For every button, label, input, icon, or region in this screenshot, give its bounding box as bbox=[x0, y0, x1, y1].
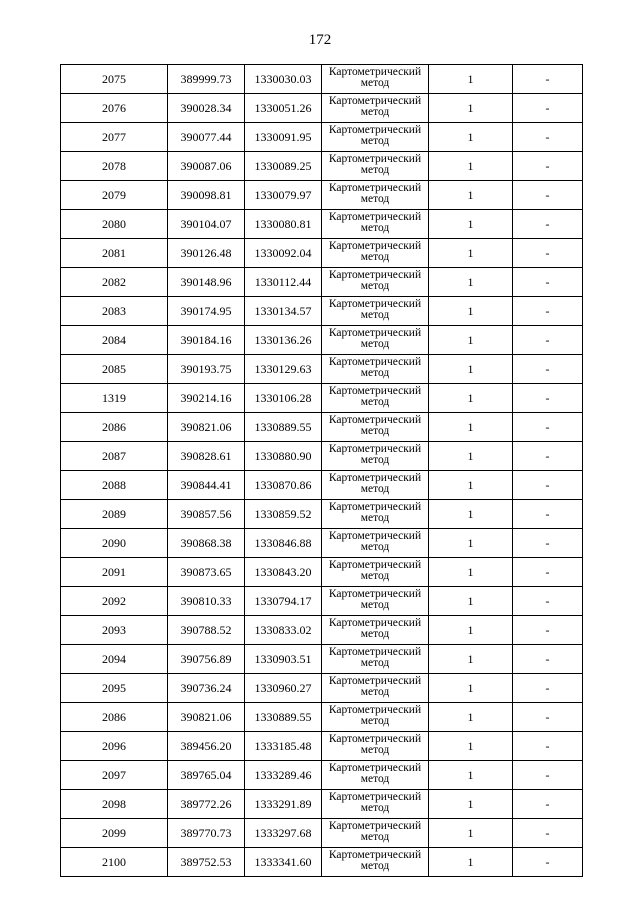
method-label-line2: метод bbox=[360, 831, 390, 843]
y-coordinate-cell: 1330030.03 bbox=[245, 65, 322, 94]
point-number-cell: 2089 bbox=[61, 500, 168, 529]
method-label-line1: Картометрический bbox=[328, 66, 422, 78]
method-cell bbox=[322, 819, 429, 848]
x-coordinate-cell: 389770.73 bbox=[168, 819, 245, 848]
x-coordinate-cell: 389456.20 bbox=[168, 732, 245, 761]
method-label-line2: метод bbox=[360, 686, 390, 698]
x-coordinate-cell: 390126.48 bbox=[168, 239, 245, 268]
method-label-line2: метод bbox=[360, 744, 390, 756]
x-coordinate-cell: 389765.04 bbox=[168, 761, 245, 790]
precision-cell: 1 bbox=[429, 384, 513, 413]
method-cell bbox=[322, 268, 429, 297]
page-number: 172 bbox=[308, 32, 332, 48]
precision-cell: 1 bbox=[429, 152, 513, 181]
precision-cell: 1 bbox=[429, 529, 513, 558]
method-label-line1: Картометрический bbox=[328, 646, 422, 658]
x-coordinate-cell: 390077.44 bbox=[168, 123, 245, 152]
point-number-cell: 2079 bbox=[61, 181, 168, 210]
y-coordinate-cell: 1330880.90 bbox=[245, 442, 322, 471]
description-cell: - bbox=[513, 152, 583, 181]
precision-cell: 1 bbox=[429, 790, 513, 819]
description-cell: - bbox=[513, 268, 583, 297]
precision-cell: 1 bbox=[429, 500, 513, 529]
precision-cell: 1 bbox=[429, 442, 513, 471]
table-row bbox=[61, 181, 583, 210]
method-cell bbox=[322, 848, 429, 877]
method-label-line1: Картометрический bbox=[328, 182, 422, 194]
point-number-cell: 2091 bbox=[61, 558, 168, 587]
y-coordinate-cell: 1330134.57 bbox=[245, 297, 322, 326]
table-row bbox=[61, 674, 583, 703]
description-cell: - bbox=[513, 500, 583, 529]
table-row bbox=[61, 790, 583, 819]
method-label-line2: метод bbox=[360, 483, 390, 495]
coordinates-table bbox=[60, 64, 583, 877]
method-label-line1: Картометрический bbox=[328, 849, 422, 861]
x-coordinate-cell: 390844.41 bbox=[168, 471, 245, 500]
y-coordinate-cell: 1330112.44 bbox=[245, 268, 322, 297]
y-coordinate-cell: 1330889.55 bbox=[245, 703, 322, 732]
method-cell bbox=[322, 442, 429, 471]
description-cell: - bbox=[513, 471, 583, 500]
method-cell bbox=[322, 239, 429, 268]
point-number-cell: 2083 bbox=[61, 297, 168, 326]
point-number-cell: 2077 bbox=[61, 123, 168, 152]
method-label-line1: Картометрический bbox=[328, 414, 422, 426]
precision-cell: 1 bbox=[429, 703, 513, 732]
table-row bbox=[61, 239, 583, 268]
y-coordinate-cell: 1333289.46 bbox=[245, 761, 322, 790]
method-label-line2: метод bbox=[360, 396, 390, 408]
method-cell bbox=[322, 210, 429, 239]
method-label-line2: метод bbox=[360, 860, 390, 872]
coordinates-table-body bbox=[61, 65, 583, 877]
precision-cell: 1 bbox=[429, 819, 513, 848]
point-number-cell: 2093 bbox=[61, 616, 168, 645]
method-label-line2: метод bbox=[360, 280, 390, 292]
point-number-cell: 2096 bbox=[61, 732, 168, 761]
method-label-line1: Картометрический bbox=[328, 820, 422, 832]
precision-cell: 1 bbox=[429, 297, 513, 326]
description-cell: - bbox=[513, 413, 583, 442]
y-coordinate-cell: 1330903.51 bbox=[245, 645, 322, 674]
table-row bbox=[61, 848, 583, 877]
table-row bbox=[61, 471, 583, 500]
method-cell bbox=[322, 645, 429, 674]
table-row bbox=[61, 761, 583, 790]
method-label-line2: метод bbox=[360, 715, 390, 727]
x-coordinate-cell: 390868.38 bbox=[168, 529, 245, 558]
precision-cell: 1 bbox=[429, 268, 513, 297]
method-cell bbox=[322, 790, 429, 819]
precision-cell: 1 bbox=[429, 413, 513, 442]
precision-cell: 1 bbox=[429, 471, 513, 500]
y-coordinate-cell: 1330080.81 bbox=[245, 210, 322, 239]
y-coordinate-cell: 1330889.55 bbox=[245, 413, 322, 442]
method-label-line2: метод bbox=[360, 599, 390, 611]
method-label-line1: Картометрический bbox=[328, 211, 422, 223]
method-label-line1: Картометрический bbox=[328, 298, 422, 310]
table-row bbox=[61, 558, 583, 587]
y-coordinate-cell: 1333291.89 bbox=[245, 790, 322, 819]
description-cell: - bbox=[513, 297, 583, 326]
x-coordinate-cell: 389752.53 bbox=[168, 848, 245, 877]
method-label-line2: метод bbox=[360, 222, 390, 234]
y-coordinate-cell: 1330051.26 bbox=[245, 94, 322, 123]
method-label-line2: метод bbox=[360, 338, 390, 350]
precision-cell: 1 bbox=[429, 616, 513, 645]
x-coordinate-cell: 390098.81 bbox=[168, 181, 245, 210]
table-row bbox=[61, 500, 583, 529]
method-label-line2: метод bbox=[360, 251, 390, 263]
method-cell bbox=[322, 529, 429, 558]
y-coordinate-cell: 1333185.48 bbox=[245, 732, 322, 761]
method-cell bbox=[322, 181, 429, 210]
method-label-line1: Картометрический bbox=[328, 675, 422, 687]
method-label-line1: Картометрический bbox=[328, 356, 422, 368]
method-label-line2: метод bbox=[360, 164, 390, 176]
table-row bbox=[61, 268, 583, 297]
method-label-line2: метод bbox=[360, 628, 390, 640]
description-cell: - bbox=[513, 239, 583, 268]
x-coordinate-cell: 390736.24 bbox=[168, 674, 245, 703]
point-number-cell: 2092 bbox=[61, 587, 168, 616]
description-cell: - bbox=[513, 123, 583, 152]
method-label-line2: метод bbox=[360, 773, 390, 785]
x-coordinate-cell: 389772.26 bbox=[168, 790, 245, 819]
method-cell bbox=[322, 558, 429, 587]
point-number-cell: 2078 bbox=[61, 152, 168, 181]
x-coordinate-cell: 389999.73 bbox=[168, 65, 245, 94]
description-cell: - bbox=[513, 181, 583, 210]
method-label-line1: Картометрический bbox=[328, 704, 422, 716]
point-number-cell: 1319 bbox=[61, 384, 168, 413]
x-coordinate-cell: 390788.52 bbox=[168, 616, 245, 645]
description-cell: - bbox=[513, 819, 583, 848]
table-row bbox=[61, 65, 583, 94]
table-row bbox=[61, 152, 583, 181]
method-label-line1: Картометрический bbox=[328, 559, 422, 571]
method-label-line1: Картометрический bbox=[328, 240, 422, 252]
table-row bbox=[61, 645, 583, 674]
method-cell bbox=[322, 732, 429, 761]
description-cell: - bbox=[513, 674, 583, 703]
point-number-cell: 2100 bbox=[61, 848, 168, 877]
point-number-cell: 2094 bbox=[61, 645, 168, 674]
method-label-line2: метод bbox=[360, 425, 390, 437]
point-number-cell: 2085 bbox=[61, 355, 168, 384]
y-coordinate-cell: 1330846.88 bbox=[245, 529, 322, 558]
table-row bbox=[61, 703, 583, 732]
x-coordinate-cell: 390810.33 bbox=[168, 587, 245, 616]
x-coordinate-cell: 390104.07 bbox=[168, 210, 245, 239]
point-number-cell: 2098 bbox=[61, 790, 168, 819]
method-label-line2: метод bbox=[360, 135, 390, 147]
precision-cell: 1 bbox=[429, 210, 513, 239]
point-number-cell: 2086 bbox=[61, 413, 168, 442]
x-coordinate-cell: 390193.75 bbox=[168, 355, 245, 384]
description-cell: - bbox=[513, 645, 583, 674]
precision-cell: 1 bbox=[429, 326, 513, 355]
description-cell: - bbox=[513, 703, 583, 732]
table-row bbox=[61, 384, 583, 413]
method-label-line1: Картометрический bbox=[328, 762, 422, 774]
method-label-line1: Картометрический bbox=[328, 501, 422, 513]
method-cell bbox=[322, 123, 429, 152]
table-row bbox=[61, 616, 583, 645]
point-number-cell: 2075 bbox=[61, 65, 168, 94]
description-cell: - bbox=[513, 355, 583, 384]
x-coordinate-cell: 390214.16 bbox=[168, 384, 245, 413]
point-number-cell: 2076 bbox=[61, 94, 168, 123]
description-cell: - bbox=[513, 616, 583, 645]
y-coordinate-cell: 1330091.95 bbox=[245, 123, 322, 152]
y-coordinate-cell: 1330960.27 bbox=[245, 674, 322, 703]
point-number-cell: 2088 bbox=[61, 471, 168, 500]
y-coordinate-cell: 1330079.97 bbox=[245, 181, 322, 210]
description-cell: - bbox=[513, 790, 583, 819]
method-label-line2: метод bbox=[360, 193, 390, 205]
table-row bbox=[61, 442, 583, 471]
description-cell: - bbox=[513, 326, 583, 355]
method-cell bbox=[322, 500, 429, 529]
y-coordinate-cell: 1330833.02 bbox=[245, 616, 322, 645]
description-cell: - bbox=[513, 210, 583, 239]
y-coordinate-cell: 1330136.26 bbox=[245, 326, 322, 355]
method-label-line2: метод bbox=[360, 802, 390, 814]
x-coordinate-cell: 390821.06 bbox=[168, 703, 245, 732]
method-cell bbox=[322, 471, 429, 500]
method-cell bbox=[322, 413, 429, 442]
method-cell bbox=[322, 152, 429, 181]
method-label-line1: Картометрический bbox=[328, 327, 422, 339]
y-coordinate-cell: 1330859.52 bbox=[245, 500, 322, 529]
method-cell bbox=[322, 703, 429, 732]
x-coordinate-cell: 390756.89 bbox=[168, 645, 245, 674]
method-cell bbox=[322, 761, 429, 790]
y-coordinate-cell: 1330794.17 bbox=[245, 587, 322, 616]
y-coordinate-cell: 1333297.68 bbox=[245, 819, 322, 848]
method-label-line1: Картометрический bbox=[328, 153, 422, 165]
precision-cell: 1 bbox=[429, 355, 513, 384]
method-cell bbox=[322, 616, 429, 645]
y-coordinate-cell: 1330870.86 bbox=[245, 471, 322, 500]
precision-cell: 1 bbox=[429, 645, 513, 674]
x-coordinate-cell: 390087.06 bbox=[168, 152, 245, 181]
description-cell: - bbox=[513, 732, 583, 761]
method-label-line1: Картометрический bbox=[328, 588, 422, 600]
method-cell bbox=[322, 326, 429, 355]
method-cell bbox=[322, 297, 429, 326]
point-number-cell: 2086 bbox=[61, 703, 168, 732]
precision-cell: 1 bbox=[429, 761, 513, 790]
x-coordinate-cell: 390857.56 bbox=[168, 500, 245, 529]
precision-cell: 1 bbox=[429, 732, 513, 761]
method-cell bbox=[322, 355, 429, 384]
description-cell: - bbox=[513, 529, 583, 558]
y-coordinate-cell: 1333341.60 bbox=[245, 848, 322, 877]
precision-cell: 1 bbox=[429, 848, 513, 877]
method-label-line1: Картометрический bbox=[328, 733, 422, 745]
method-label-line1: Картометрический bbox=[328, 617, 422, 629]
description-cell: - bbox=[513, 94, 583, 123]
point-number-cell: 2097 bbox=[61, 761, 168, 790]
method-label-line1: Картометрический bbox=[328, 269, 422, 281]
x-coordinate-cell: 390028.34 bbox=[168, 94, 245, 123]
method-label-line2: метод bbox=[360, 454, 390, 466]
y-coordinate-cell: 1330092.04 bbox=[245, 239, 322, 268]
precision-cell: 1 bbox=[429, 123, 513, 152]
method-label-line1: Картометрический bbox=[328, 472, 422, 484]
description-cell: - bbox=[513, 384, 583, 413]
table-row bbox=[61, 587, 583, 616]
method-label-line2: метод bbox=[360, 106, 390, 118]
method-cell bbox=[322, 674, 429, 703]
description-cell: - bbox=[513, 587, 583, 616]
point-number-cell: 2099 bbox=[61, 819, 168, 848]
x-coordinate-cell: 390821.06 bbox=[168, 413, 245, 442]
precision-cell: 1 bbox=[429, 674, 513, 703]
method-label-line2: метод bbox=[360, 657, 390, 669]
point-number-cell: 2084 bbox=[61, 326, 168, 355]
precision-cell: 1 bbox=[429, 65, 513, 94]
method-label-line2: метод bbox=[360, 367, 390, 379]
y-coordinate-cell: 1330129.63 bbox=[245, 355, 322, 384]
point-number-cell: 2080 bbox=[61, 210, 168, 239]
point-number-cell: 2095 bbox=[61, 674, 168, 703]
method-label-line2: метод bbox=[360, 512, 390, 524]
y-coordinate-cell: 1330106.28 bbox=[245, 384, 322, 413]
precision-cell: 1 bbox=[429, 239, 513, 268]
precision-cell: 1 bbox=[429, 587, 513, 616]
method-label-line1: Картометрический bbox=[328, 385, 422, 397]
table-row bbox=[61, 819, 583, 848]
y-coordinate-cell: 1330843.20 bbox=[245, 558, 322, 587]
method-cell bbox=[322, 94, 429, 123]
table-row bbox=[61, 529, 583, 558]
point-number-cell: 2081 bbox=[61, 239, 168, 268]
x-coordinate-cell: 390184.16 bbox=[168, 326, 245, 355]
method-label-line2: метод bbox=[360, 77, 390, 89]
method-label-line1: Картометрический bbox=[328, 791, 422, 803]
method-label-line2: метод bbox=[360, 541, 390, 553]
description-cell: - bbox=[513, 442, 583, 471]
method-label-line1: Картометрический bbox=[328, 443, 422, 455]
method-cell bbox=[322, 384, 429, 413]
point-number-cell: 2082 bbox=[61, 268, 168, 297]
y-coordinate-cell: 1330089.25 bbox=[245, 152, 322, 181]
precision-cell: 1 bbox=[429, 94, 513, 123]
x-coordinate-cell: 390828.61 bbox=[168, 442, 245, 471]
x-coordinate-cell: 390148.96 bbox=[168, 268, 245, 297]
description-cell: - bbox=[513, 761, 583, 790]
table-row bbox=[61, 732, 583, 761]
point-number-cell: 2087 bbox=[61, 442, 168, 471]
method-cell bbox=[322, 587, 429, 616]
x-coordinate-cell: 390873.65 bbox=[168, 558, 245, 587]
table-row bbox=[61, 326, 583, 355]
point-number-cell: 2090 bbox=[61, 529, 168, 558]
table-row bbox=[61, 94, 583, 123]
x-coordinate-cell: 390174.95 bbox=[168, 297, 245, 326]
precision-cell: 1 bbox=[429, 558, 513, 587]
method-label-line2: метод bbox=[360, 309, 390, 321]
description-cell: - bbox=[513, 65, 583, 94]
method-cell bbox=[322, 65, 429, 94]
precision-cell: 1 bbox=[429, 181, 513, 210]
table-row bbox=[61, 297, 583, 326]
table-row bbox=[61, 413, 583, 442]
method-label-line2: метод bbox=[360, 570, 390, 582]
method-label-line1: Картометрический bbox=[328, 530, 422, 542]
table-row bbox=[61, 355, 583, 384]
table-row bbox=[61, 123, 583, 152]
method-label-line1: Картометрический bbox=[328, 124, 422, 136]
description-cell: - bbox=[513, 558, 583, 587]
description-cell: - bbox=[513, 848, 583, 877]
table-row bbox=[61, 210, 583, 239]
method-label-line1: Картометрический bbox=[328, 95, 422, 107]
